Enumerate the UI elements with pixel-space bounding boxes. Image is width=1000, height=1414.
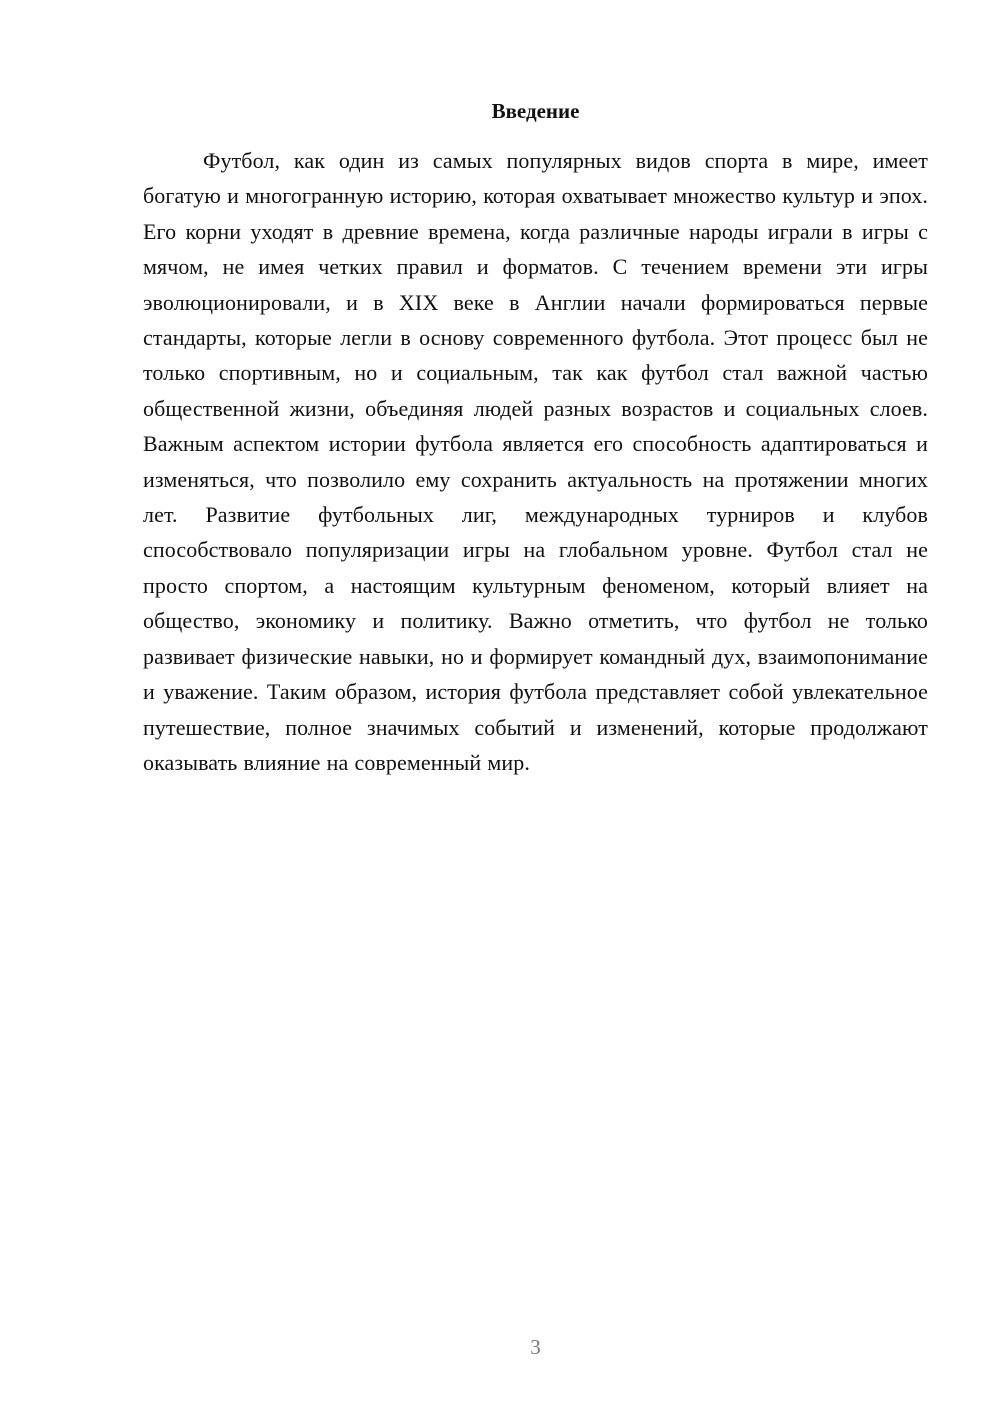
intro-paragraph: Футбол, как один из самых популярных видов спорта в мире, имеет богатую и многогранную историю, которая охватывает множество культур и эпох. Его корни уходят в древние времена, когда различные народы играли в игры с мячом, не имея четких правил и форматов. С течением времени эти игры эволюционировали, и в XIX веке в Англии начали формироваться первые стандарты, которые легли в основу современного футбола. Этот процесс был не только спортивным, но и социальным, так как футбол стал важной частью общественной жизни, объединяя людей разных возрастов и социальных слоев. Важным аспектом истории футбола является его способность адаптироваться и изменяться, что позволило ему сохранить актуальность на протяжении многих лет. Развитие футбольных лиг, международных турниров и клубов способствовало популяризации игры на глобальном уровне. Футбол стал не просто спортом, а настоящим культурным феноменом, который влияет на общество, экономику и политику. Важно отметить, что футбол не только развивает физические навыки, но и формирует командный дух, взаимопонимание и уважение. Таким образом, история футбола представляет собой увлекательное путешествие, полное значимых событий и изменений, которые продолжают оказывать влияние на современный мир. (143, 148, 928, 775)
page-number: 3 (530, 1335, 541, 1359)
section-heading: Введение (491, 99, 580, 123)
